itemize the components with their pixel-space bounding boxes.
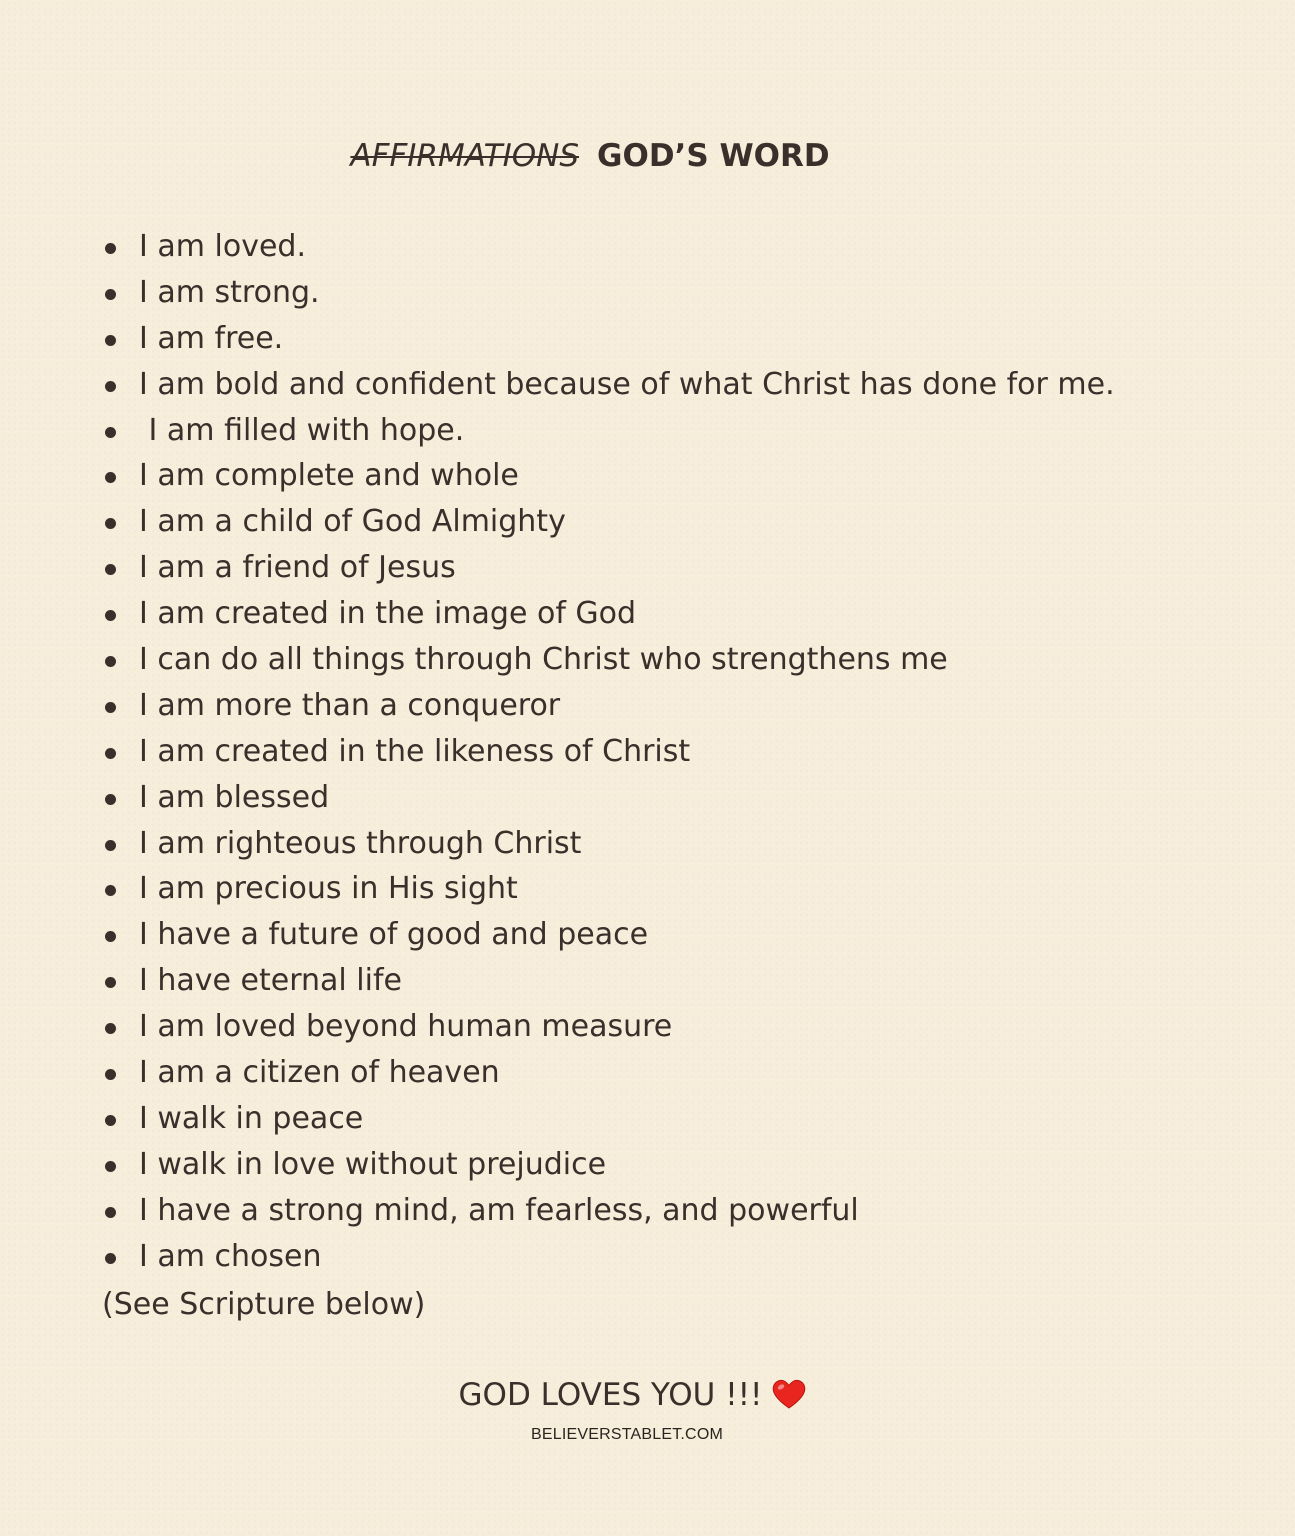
- list-item: I am a friend of Jesus: [102, 545, 1252, 591]
- bullet-icon: [105, 748, 116, 759]
- list-item: I am complete and whole: [102, 453, 1252, 499]
- list-item: I am more than a conqueror: [102, 683, 1252, 729]
- affirmations-list: [102, 224, 1252, 1279]
- love-text: GOD LOVES YOU !!!: [458, 1377, 763, 1413]
- bullet-icon: [105, 1161, 116, 1172]
- bullet-icon: [105, 1023, 116, 1034]
- footer-love-message: [0, 1372, 1265, 1418]
- bullet-icon: [105, 702, 116, 713]
- list-item: I am strong.: [102, 270, 1252, 316]
- bullet-icon: [105, 1207, 116, 1218]
- bullet-icon: [105, 472, 116, 483]
- bullet-icon: [105, 289, 116, 300]
- bullet-icon: [105, 931, 116, 942]
- list-item: I have eternal life: [102, 958, 1252, 1004]
- list-item: I walk in peace: [102, 1096, 1252, 1142]
- bullet-icon: [105, 885, 116, 896]
- list-item: I am bold and confident because of what Christ has done for me.: [102, 362, 1252, 408]
- bullet-icon: [105, 518, 116, 529]
- bullet-icon: [105, 840, 116, 851]
- list-item: I am a child of God Almighty: [102, 499, 1252, 545]
- scripture-note: (See Scripture below): [102, 1287, 426, 1322]
- bullet-icon: [105, 427, 116, 438]
- list-item: I am precious in His sight: [102, 866, 1252, 912]
- list-item: I am righteous through Christ: [102, 821, 1252, 867]
- list-item: I am chosen: [102, 1234, 1252, 1280]
- list-item: I am blessed: [102, 775, 1252, 821]
- bullet-icon: [105, 564, 116, 575]
- bullet-icon: [105, 1069, 116, 1080]
- page-title: [0, 136, 1180, 176]
- bullet-icon: [105, 794, 116, 805]
- bullet-icon: [105, 1253, 116, 1264]
- list-item: I walk in love without prejudice: [102, 1142, 1252, 1188]
- list-item: I am created in the likeness of Christ: [102, 729, 1252, 775]
- bullet-icon: [105, 977, 116, 988]
- list-item: I have a future of good and peace: [102, 912, 1252, 958]
- list-item: I am loved.: [102, 224, 1252, 270]
- bullet-icon: [105, 381, 116, 392]
- bullet-icon: [105, 656, 116, 667]
- list-item: I am filled with hope.: [102, 408, 1252, 454]
- list-item: I am created in the image of God: [102, 591, 1252, 637]
- bullet-icon: [105, 610, 116, 621]
- bullet-icon: [105, 1115, 116, 1126]
- bullet-icon: [105, 243, 116, 254]
- list-item: I am a citizen of heaven: [102, 1050, 1252, 1096]
- struck-heading-word: AFFIRMATIONS: [350, 138, 580, 174]
- list-item: I have a strong mind, am fearless, and powerful: [102, 1188, 1252, 1234]
- list-item: I am loved beyond human measure: [102, 1004, 1252, 1050]
- bullet-icon: [105, 335, 116, 346]
- list-item: I am free.: [102, 316, 1252, 362]
- heading-main-text: GOD’S WORD: [597, 138, 830, 174]
- site-url: BELIEVERSTABLET.COM: [530, 1426, 723, 1443]
- red-heart-icon: [772, 1379, 806, 1409]
- list-item: I can do all things through Christ who strengthens me: [102, 637, 1252, 683]
